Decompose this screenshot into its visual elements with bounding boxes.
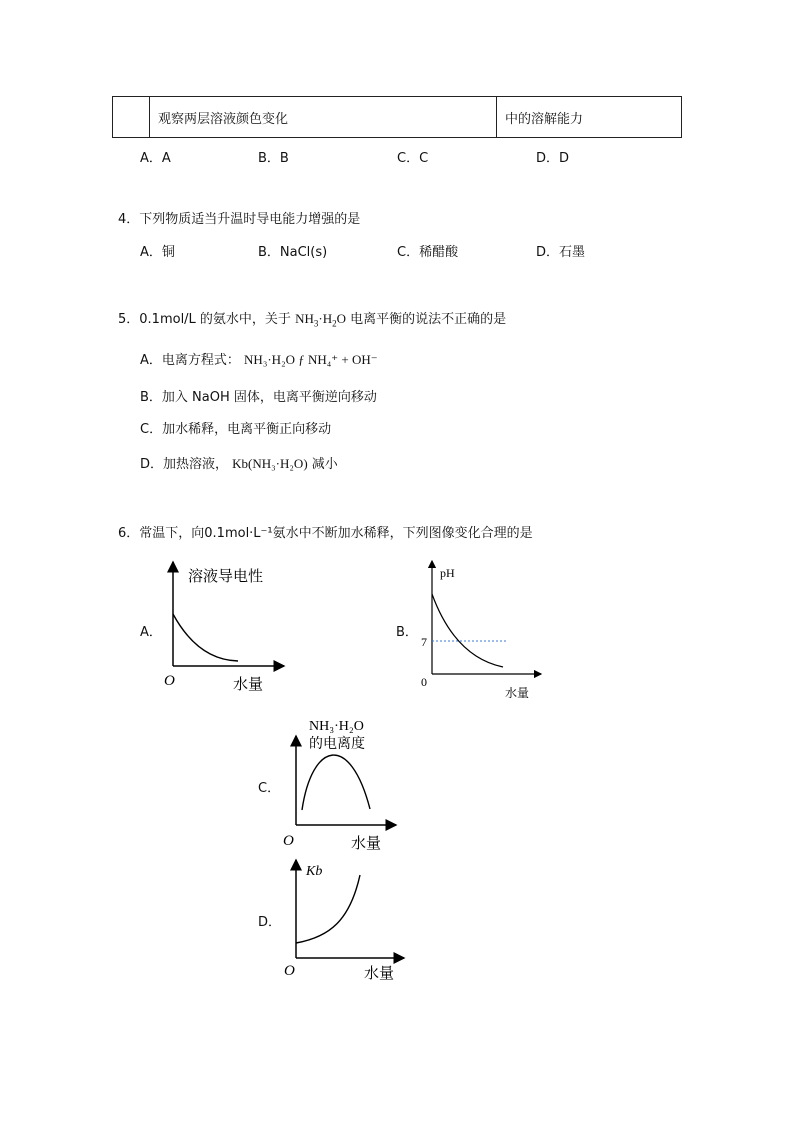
graph-b [415,557,550,702]
q5-option-a[interactable] [140,349,378,368]
answer-table [112,96,682,138]
table-cell-procedure: 观察两层溶液颜色变化 [150,97,497,138]
graph-b-letter[interactable]: B． [396,625,418,640]
formula-sub: 3 [313,318,319,329]
graph-d-ylabel: Kb [306,864,323,879]
q5-option-c[interactable]: C．加水稀释，电离平衡正向移动 [140,422,332,437]
graph-c-origin: O [283,833,294,849]
table-row [113,97,682,138]
q5-option-a-prefix: A．电离方程式： [140,353,240,368]
ph-curve [432,594,503,667]
q5-formula [295,311,346,329]
q3-option-a[interactable]: A．A [140,151,171,166]
q5-option-d-formula: Kb(NH₃·H₂O) [232,456,308,471]
q3-option-b[interactable]: B．B [258,151,289,166]
kb-curve [296,875,360,943]
graph-a-ylabel: 溶液导电性 [188,567,264,585]
q5-option-d[interactable] [140,453,338,472]
graph-a [160,558,295,693]
q5-stem-prefix: 5．0.1mol/L 的氨水中，关于 [118,312,291,327]
graph-d-letter[interactable]: D． [258,915,282,930]
graph-c-ylabel-line2: 的电离度 [309,736,365,752]
q4-option-b[interactable]: B．NaCl(s) [258,245,328,260]
graph-b-origin: 0 [421,675,427,689]
q5-stem [118,308,506,329]
q4-option-d[interactable]: D．石墨 [536,245,586,260]
graph-c-xlabel: 水量 [351,834,382,852]
q5-option-b[interactable]: B．加入 NaOH 固体，电离平衡逆向移动 [140,390,377,405]
q5-option-d-prefix: D．加热溶液， [140,457,229,472]
graph-a-letter[interactable]: A． [140,625,162,640]
graph-b-xlabel: 水量 [505,686,530,700]
graph-c [280,712,410,857]
graph-d-origin: O [284,963,295,979]
formula-part: O [336,311,346,326]
graph-d [280,855,410,985]
table-cell-blank [113,97,150,138]
graph-b-tick-7: 7 [421,635,427,649]
conductivity-curve [173,614,238,661]
graph-a-xlabel: 水量 [233,675,264,693]
ionization-degree-curve [302,755,370,810]
graph-c-ylabel-line1: NH₃·H₂O [309,719,364,734]
formula-part: ·H [318,311,333,326]
formula-part: NH [295,311,314,326]
q3-option-d[interactable]: D．D [536,151,570,166]
graph-b-ylabel: pH [440,566,455,580]
q5-option-a-equation: NH₃·H₂O ƒ NH₄⁺ + OH⁻ [244,352,378,367]
table-cell-conclusion: 中的溶解能力 [497,97,682,138]
q4-option-a[interactable]: A．铜 [140,245,175,260]
graph-d-xlabel: 水量 [364,964,395,982]
q4-stem: 4．下列物质适当升温时导电能力增强的是 [118,212,361,227]
q5-option-d-suffix: 减小 [311,457,338,472]
q4-option-c[interactable]: C．稀醋酸 [397,245,459,260]
q3-option-c[interactable]: C．C [397,151,429,166]
q5-stem-suffix: 电离平衡的说法不正确的是 [350,312,507,327]
graph-c-letter[interactable]: C． [258,781,281,796]
graph-a-origin: O [164,673,175,689]
q6-stem: 6．常温下，向0.1mol·L⁻¹氨水中不断加水稀释，下列图像变化合理的是 [118,526,533,541]
formula-sub: 2 [332,318,337,329]
